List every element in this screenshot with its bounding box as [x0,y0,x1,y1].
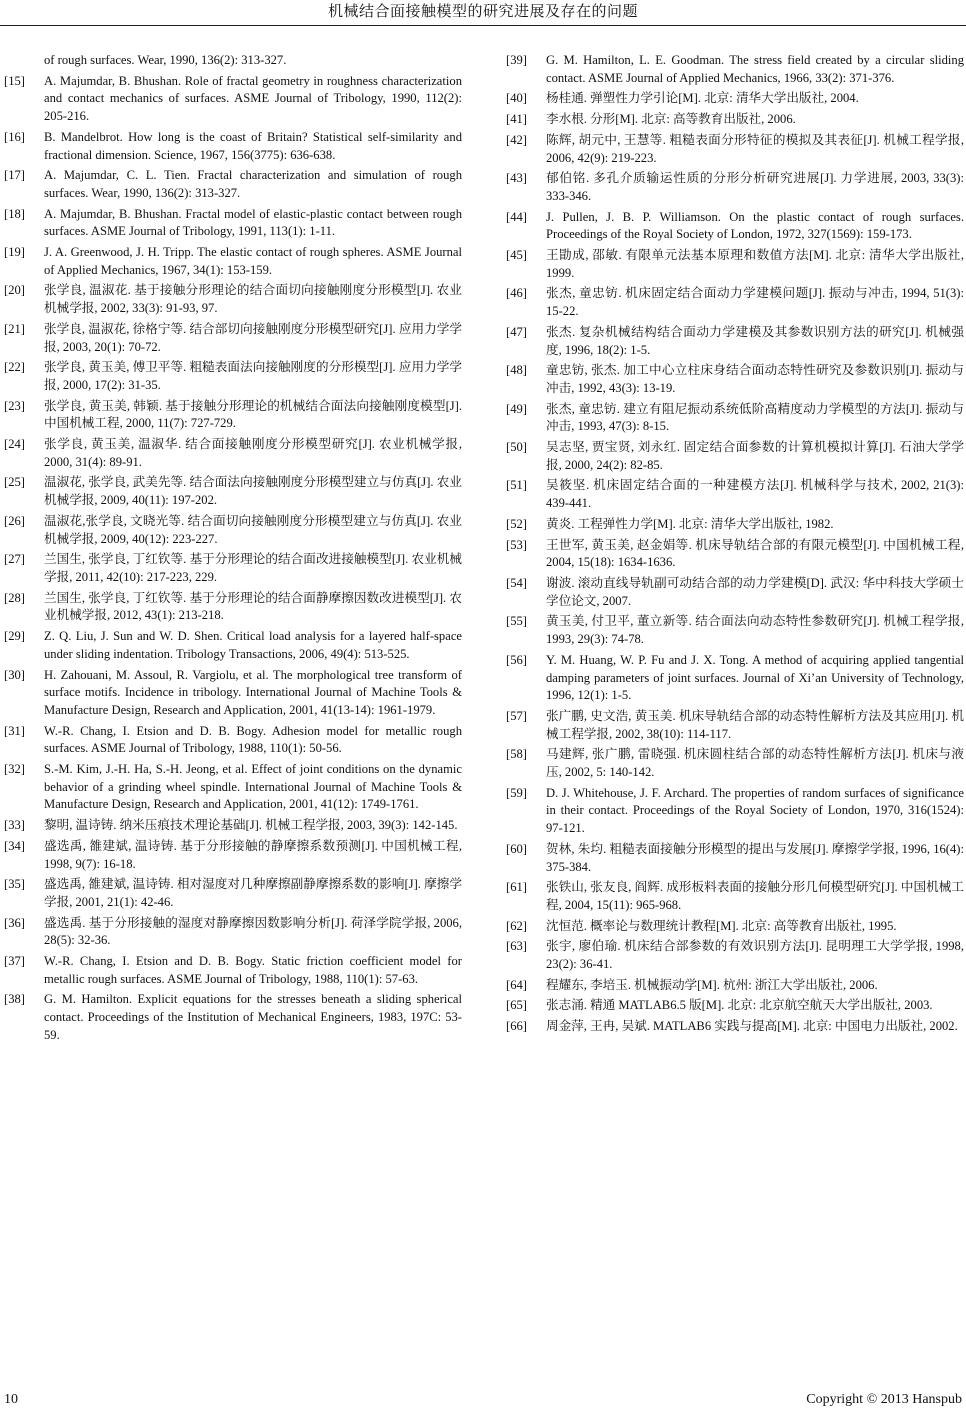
reference-entry [4,244,462,279]
reference-entry [506,997,964,1015]
reference-text: A. Majumdar, B. Bhushan. Fractal model of elastic-plastic contact between rough surfaces. ASME Journal of Tribology, 1991, 113(1): 1-11. [44,206,462,239]
reference-number: [45] [506,248,527,263]
reference-number: [16] [4,129,25,144]
reference-number: [31] [4,723,25,738]
reference-text: 张学良, 温淑花, 徐格宁等. 结合部切向接触刚度分形模型研究[J]. 应用力学学报, 2003, 20(1): 70-72. [44,321,462,354]
reference-number: [57] [506,708,527,723]
reference-number: [32] [4,762,25,777]
reference-number: [37] [4,954,25,969]
reference-number: [30] [4,667,25,682]
reference-text: 张宇, 廖伯瑜. 机床结合部参数的有效识别方法[J]. 昆明理工大学学报, 1998, 23(2): 36-41. [546,939,964,972]
reference-entry [4,838,462,873]
reference-text: 沈恒范. 概率论与数理统计教程[M]. 北京: 高等教育出版社, 1995. [546,918,897,933]
reference-text: 马建辉, 张广鹏, 雷晓强. 机床圆柱结合部的动态特性解析方法[J]. 机床与液压, 2002, 5: 140-142. [546,747,964,780]
reference-text: 张学良, 黄玉美, 傅卫平等. 粗糙表面法向接触刚度的分形模型[J]. 应用力学学报, 2000, 17(2): 31-35. [44,360,462,392]
copyright-notice: Copyright © 2013 Hanspub [806,1392,962,1407]
reference-entry [506,938,964,973]
reference-text: A. Majumdar, B. Bhushan. Role of fractal geometry in roughness characterization and contact mechanics of surfaces. ASME Journal of Tribology, 1990, 112(2): 205-216. [44,73,462,124]
reference-number: [63] [506,939,527,954]
reference-number: [21] [4,321,25,336]
reference-entry [4,667,462,720]
reference-number: [64] [506,977,527,992]
reference-entry [4,359,462,394]
reference-number: [23] [4,398,25,413]
reference-entry [506,285,964,320]
reference-number: [48] [506,363,527,378]
reference-number: [25] [4,475,25,490]
reference-number: [33] [4,818,25,833]
reference-text: Z. Q. Liu, J. Sun and W. D. Shen. Critical load analysis for a layered half-space under sliding indentation. Tribology Transactions, 2006, 49(4): 513-525. [44,629,462,661]
reference-entry [506,132,964,167]
reference-number: [47] [506,324,527,339]
reference-text: 贺林, 朱均. 粗糙表面接触分形模型的提出与发展[J]. 摩擦学学报, 1996, 16(4): 375-384. [546,841,964,874]
reference-number: [19] [4,245,25,260]
reference-entry [506,170,964,205]
reference-number: [44] [506,209,527,224]
reference-text: H. Zahouani, M. Assoul, R. Vargiolu, et al. The morphological tree transform of surface motifs. Incidence in tribology. International Journal of Machine Tools & Manufacture Design, Research and Application, 2001, 41(13-14): 1961-1979. [44,667,462,717]
reference-entry [506,879,964,914]
reference-entry [506,613,964,648]
reference-entry [4,590,462,625]
reference-number: [66] [506,1019,527,1034]
reference-entry [4,282,462,317]
reference-text: 张广鹏, 史文浩, 黄玉美. 机床导轨结合部的动态特性解析方法及其应用[J]. 机械工程学报, 2002, 38(10): 114-117. [546,708,964,741]
page-number: 10 [4,1392,18,1407]
reference-number: [52] [506,516,527,531]
reference-entry [506,247,964,282]
reference-text: 周金萍, 王冉, 吴斌. MATLAB6 实践与提高[M]. 北京: 中国电力出版社, 2002. [546,1019,958,1034]
reference-entry [506,977,964,995]
reference-text: 郁伯铭. 多孔介质输运性质的分形分析研究进展[J]. 力学进展, 2003, 33(3): 333-346. [546,171,964,203]
reference-number: [46] [506,286,527,301]
reference-entry [4,129,462,164]
reference-text: 谢波. 滚动直线导轨副可动结合部的动力学建模[D]. 武汉: 华中科技大学硕士学位论文, 2007. [546,575,964,608]
reference-number: [24] [4,437,25,452]
reference-entry [506,652,964,705]
reference-number: [38] [4,992,25,1007]
reference-number: [29] [4,629,25,644]
reference-entry [4,915,462,950]
reference-entry [4,953,462,988]
reference-entry [506,1018,964,1036]
reference-entry [4,474,462,509]
reference-number: [17] [4,168,25,183]
reference-text: 王世军, 黄玉美, 赵金娟等. 机床导轨结合部的有限元模型[J]. 中国机械工程, 2004, 15(18): 1634-1636. [546,537,964,570]
reference-text: W.-R. Chang, I. Etsion and D. B. Bogy. Static friction coefficient model for metallic rough surfaces. ASME Journal of Tribology, 1988, 110(1): 57-63. [44,954,462,986]
reference-entry [4,991,462,1044]
reference-text: 张杰, 童忠钫. 机床固定结合面动力学建模问题[J]. 振动与冲击, 1994, 51(3): 15-22. [546,286,964,319]
reference-text: 黄玉美, 付卫平, 董立新等. 结合面法向动态特性参数研究[J]. 机械工程学报, 1993, 29(3): 74-78. [546,614,964,647]
reference-text: B. Mandelbrot. How long is the coast of Britain? Statistical self-similarity and fractional dimension. Science, 1967, 156(3775): 636-638. [44,129,462,162]
reference-text: 杨桂通. 弹塑性力学引论[M]. 北京: 清华大学出版社, 2004. [546,91,859,106]
reference-number: [28] [4,590,25,605]
reference-number: [43] [506,171,527,186]
reference-entry [506,111,964,129]
reference-number: [62] [506,918,527,933]
reference-text: 黄炎. 工程弹性力学[M]. 北京: 清华大学出版社, 1982. [546,516,834,531]
reference-entry [506,209,964,244]
reference-text: 黎明, 温诗铸. 纳米压痕技术理论基础[J]. 机械工程学报, 2003, 39(3): 142-145. [44,818,458,833]
reference-entry [4,628,462,663]
reference-number: [60] [506,841,527,856]
reference-text: 童忠钫, 张杰. 加工中心立柱床身结合面动态特性研究及参数识别[J]. 振动与冲击, 1992, 43(3): 13-19. [546,363,964,395]
reference-entry [4,723,462,758]
reference-number: [26] [4,513,25,528]
reference-text: 张志涌. 精通 MATLAB6.5 版[M]. 北京: 北京航空航天大学出版社, 2003. [546,998,933,1013]
reference-text: 陈辉, 胡元中, 王慧等. 粗糙表面分形特征的模拟及其表征[J]. 机械工程学报, 2006, 42(9): 219-223. [546,132,964,165]
reference-text: 张学良, 黄玉美, 韩颖. 基于接触分形理论的机械结合面法向接触刚度模型[J]. 中国机械工程, 2000, 11(7): 727-729. [44,398,462,431]
reference-text: Y. M. Huang, W. P. Fu and J. X. Tong. A method of acquiring applied tangential damping parameters of joint surfaces. Journal of Xi’an University of Technology, 1996, 12(1): 1-5. [546,652,964,703]
reference-number: [40] [506,91,527,106]
reference-entry [506,324,964,359]
reference-entry [506,90,964,108]
reference-entry [506,537,964,572]
reference-entry [506,708,964,743]
reference-entry [506,52,964,87]
reference-text: 李水根. 分形[M]. 北京: 高等教育出版社, 2006. [546,112,796,127]
reference-entry [506,746,964,781]
reference-entry [4,513,462,548]
reference-entry [506,841,964,876]
reference-number: [56] [506,652,527,667]
references-right-column [506,52,964,1039]
reference-number: [36] [4,915,25,930]
reference-number: [49] [506,401,527,416]
reference-text: D. J. Whitehouse, J. F. Archard. The properties of random surfaces of significance in their contact. Proceedings of the Royal Society of London, 1970, 316(1524): 97-121. [546,785,964,836]
reference-text: 张杰, 童忠钫. 建立有阻尼振动系统低阶高精度动力学模型的方法[J]. 振动与冲击, 1993, 47(3): 8-15. [546,401,964,434]
reference-text: 张杰. 复杂机械结构结合面动力学建模及其参数识别方法的研究[J]. 机械强度, 1996, 18(2): 1-5. [546,324,964,357]
reference-entry [506,401,964,436]
reference-entry [506,477,964,512]
reference-text: 张学良, 温淑花. 基于接触分形理论的结合面切向接触刚度分形模型[J]. 农业机械学报, 2002, 33(3): 91-93, 97. [44,283,462,316]
reference-text: 张学良, 黄玉美, 温淑华. 结合面接触刚度分形模型研究[J]. 农业机械学报, 2000, 31(4): 89-91. [44,437,462,469]
reference-entry [4,876,462,911]
reference-text: 盛选禹. 基于分形接触的湿度对静摩擦因数影响分析[J]. 荷泽学院学报, 2006, 28(5): 32-36. [44,915,462,948]
reference-continuation: of rough surfaces. Wear, 1990, 136(2): 313-327. [44,53,287,67]
reference-entry [4,551,462,586]
reference-entry [506,918,964,936]
reference-text: G. M. Hamilton, L. E. Goodman. The stress field created by a circular sliding contact. ASME Journal of Applied Mechanics, 1966, 33(2): 371-376. [546,53,964,85]
reference-text: J. Pullen, J. B. P. Williamson. On the plastic contact of rough surfaces. Proceedings of the Royal Society of London, 1972, 327(1569): 159-173. [546,209,964,242]
reference-number: [61] [506,880,527,895]
reference-entry [4,321,462,356]
reference-number: [35] [4,877,25,892]
reference-text: S.-M. Kim, J.-H. Ha, S.-H. Jeong, et al. Effect of joint conditions on the dynamic behavior of a grinding wheel spindle. International Journal of Machine Tools & Manufacture Design, Research and Application, 2001, 41(12): 1749-1761. [44,762,462,812]
reference-text: 盛选禹, 雒建斌, 温诗铸. 基于分形接触的静摩擦系数预测[J]. 中国机械工程, 1998, 9(7): 16-18. [44,838,462,871]
reference-text: 温淑花,张学良, 文晓光等. 结合面切向接触刚度分形模型建立与仿真[J]. 农业机械学报, 2009, 40(12): 223-227. [44,513,462,546]
reference-text: 张铁山, 张友良, 阎辉. 成形板料表面的接触分形几何模型研究[J]. 中国机械工程, 2004, 15(11): 965-968. [546,880,964,912]
reference-text: G. M. Hamilton. Explicit equations for the stresses beneath a sliding spherical contact. Proceedings of the Institution of Mechanical Engineers, 1983, 197C: 53-59. [44,992,462,1042]
reference-number: [39] [506,53,527,67]
header-rule [0,25,966,26]
reference-number: [55] [506,614,527,629]
reference-number: [59] [506,785,527,800]
reference-number: [18] [4,206,25,221]
reference-entry [506,439,964,474]
reference-text: 程耀东, 李培玉. 机械振动学[M]. 杭州: 浙江大学出版社, 2006. [546,977,878,992]
references-left-column [4,52,462,1048]
reference-text: 吴筱坚. 机床固定结合面的一种建模方法[J]. 机械科学与技术, 2002, 21(3): 439-441. [546,478,964,511]
reference-number: [50] [506,440,527,455]
reference-entry [506,516,964,534]
reference-number: [54] [506,575,527,590]
reference-number: [53] [506,537,527,552]
reference-text: W.-R. Chang, I. Etsion and D. B. Bogy. Adhesion model for metallic rough surfaces. ASME Journal of Tribology, 1988, 110(1): 50-56. [44,723,462,756]
running-header: 机械结合面接触模型的研究进展及存在的问题 [327,2,638,20]
reference-number: [27] [4,552,25,567]
reference-text: 兰国生, 张学良, 丁红钦等. 基于分形理论的结合面静摩擦因数改进模型[J]. 农业机械学报, 2012, 43(1): 213-218. [44,590,462,623]
reference-entry [506,362,964,397]
reference-number: [22] [4,360,25,375]
reference-number: [41] [506,112,527,127]
reference-number: [34] [4,838,25,853]
reference-number: [15] [4,73,25,88]
reference-number: [20] [4,283,25,298]
reference-entry [4,761,462,814]
reference-text: A. Majumdar, C. L. Tien. Fractal characterization and simulation of rough surfaces. Wear, 1990, 136(2): 313-327. [44,168,462,200]
reference-text: 吴志坚, 贾宝贤, 刘永红. 固定结合面参数的计算机模拟计算[J]. 石油大学学报, 2000, 24(2): 82-85. [546,440,964,472]
reference-text: 王勖成, 邵敏. 有限单元法基本原理和数值方法[M]. 北京: 清华大学出版社, 1999. [546,248,964,280]
reference-text: J. A. Greenwood, J. H. Tripp. The elastic contact of rough spheres. ASME Journal of Applied Mechanics, 1967, 34(1): 153-159. [44,245,462,277]
reference-entry [506,575,964,610]
reference-number: [65] [506,998,527,1013]
reference-number: [51] [506,478,527,493]
reference-text: 兰国生, 张学良, 丁红钦等. 基于分形理论的结合面改进接触模型[J]. 农业机械学报, 2011, 42(10): 217-223, 229. [44,552,462,584]
reference-entry [4,73,462,126]
reference-number: [42] [506,132,527,147]
reference-entry [4,167,462,202]
reference-text: 温淑花, 张学良, 武美先等. 结合面法向接触刚度分形模型建立与仿真[J]. 农业机械学报, 2009, 40(11): 197-202. [44,475,462,508]
reference-number: [58] [506,747,527,762]
reference-text: 盛选禹, 雒建斌, 温诗铸. 相对湿度对几种摩擦副静摩擦系数的影响[J]. 摩擦学学报, 2001, 21(1): 42-46. [44,877,462,909]
reference-entry [4,817,462,835]
reference-entry [4,206,462,241]
reference-entry [506,785,964,838]
reference-entry [4,436,462,471]
reference-entry [4,398,462,433]
